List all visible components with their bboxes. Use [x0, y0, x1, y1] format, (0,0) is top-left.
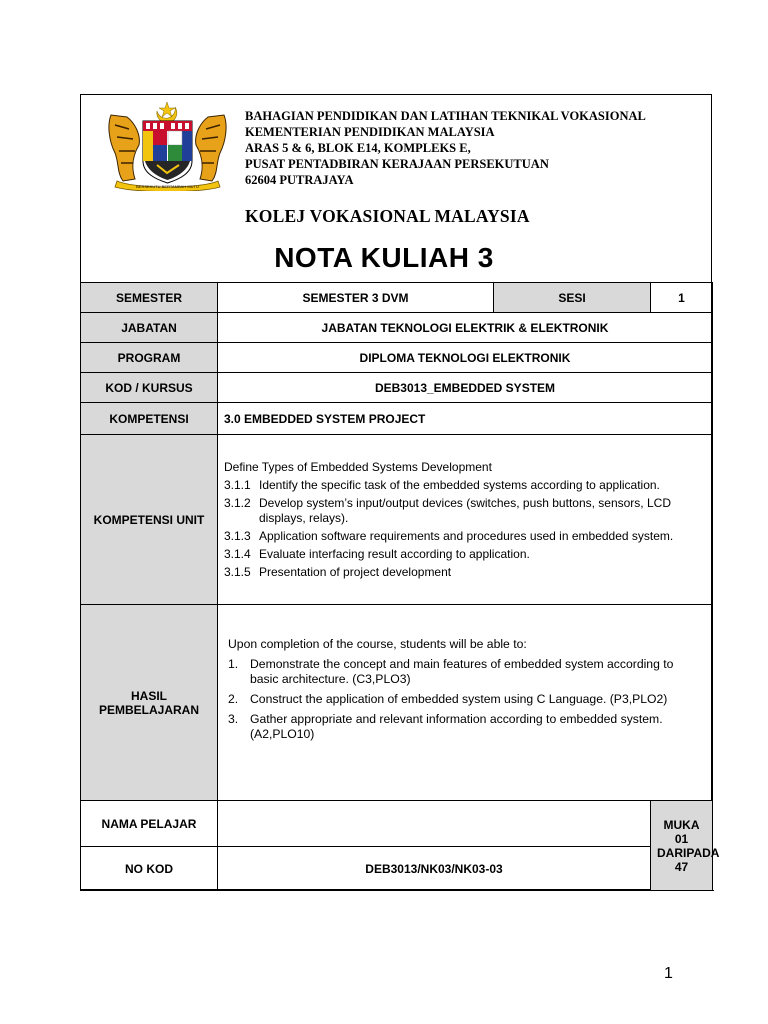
- unit-heading: Define Types of Embedded Systems Development: [224, 459, 492, 474]
- list-item: [228, 712, 704, 742]
- page-number: 1: [664, 965, 673, 982]
- hasil-label-line: HASIL: [131, 688, 167, 703]
- no-kod-label: NO KOD: [81, 847, 218, 891]
- unit-item-number: 3.1.2: [224, 495, 251, 510]
- row-nama-pelajar: [81, 801, 713, 847]
- org-line: ARAS 5 & 6, BLOK E14, KOMPLEKS E,: [245, 141, 471, 155]
- jabatan-value: JABATAN TEKNOLOGI ELEKTRIK & ELEKTRONIK: [218, 313, 713, 343]
- unit-item-number: 3.1.4: [224, 546, 251, 561]
- unit-item-text: Application software requirements and procedures used in embedded system.: [259, 528, 674, 543]
- semester-value: SEMESTER 3 DVM: [218, 283, 494, 313]
- hasil-item-text: Demonstrate the concept and main features of embedded system according to basic architecture. (C3,PLO3): [250, 657, 674, 686]
- sesi-label: SESI: [494, 283, 651, 313]
- nama-pelajar-label: NAMA PELAJAR: [81, 801, 218, 847]
- org-line: PUSAT PENTADBIRAN KERAJAAN PERSEKUTUAN: [245, 157, 549, 171]
- row-kompetensi-unit: [81, 435, 713, 605]
- list-item: [224, 565, 706, 580]
- list-item: [224, 529, 706, 544]
- row-program: [81, 343, 713, 373]
- list-item: [228, 692, 704, 707]
- no-kod-value: DEB3013/NK03/NK03-03: [218, 847, 651, 891]
- kursus-value: DEB3013_EMBEDDED SYSTEM: [218, 373, 713, 403]
- motto-text: BERSEKUTU BERTAMBAH MUTU: [136, 184, 199, 189]
- row-kursus: [81, 373, 713, 403]
- unit-item-number: 3.1.1: [224, 477, 251, 492]
- hasil-item-number: 2.: [228, 692, 239, 706]
- org-line: KEMENTERIAN PENDIDIKAN MALAYSIA: [245, 125, 495, 139]
- hasil-item-number: 3.: [228, 712, 239, 726]
- organization-address: [245, 108, 646, 188]
- program-value: DIPLOMA TEKNOLOGI ELEKTRONIK: [218, 343, 713, 373]
- unit-item-number: 3.1.5: [224, 564, 251, 579]
- nama-pelajar-value: [218, 801, 651, 847]
- kursus-label: KOD / KURSUS: [81, 373, 218, 403]
- hasil-intro: Upon completion of the course, students will be able to:: [228, 637, 527, 651]
- program-label: PROGRAM: [81, 343, 218, 373]
- hasil-item-number: 1.: [228, 657, 239, 671]
- semester-label: SEMESTER: [81, 283, 218, 313]
- kompetensi-label: KOMPETENSI: [81, 403, 218, 435]
- course-info-table: [80, 282, 720, 891]
- unit-item-text: Evaluate interfacing result according to application.: [259, 546, 530, 561]
- unit-item-text: Identify the specific task of the embedded systems according to application.: [259, 477, 660, 492]
- list-item: [228, 657, 704, 687]
- hasil-pembelajaran-content: [218, 605, 713, 801]
- college-name: KOLEJ VOKASIONAL MALAYSIA: [245, 206, 530, 226]
- coat-of-arms-logo: [105, 101, 230, 191]
- hasil-item-text: Construct the application of embedded system using C Language. (P3,PLO2): [250, 692, 668, 706]
- jabatan-label: JABATAN: [81, 313, 218, 343]
- row-jabatan: [81, 313, 713, 343]
- row-hasil-pembelajaran: [81, 605, 713, 801]
- sesi-value: 1: [651, 283, 713, 313]
- unit-item-text: Develop system’s input/output devices (switches, push buttons, sensors, LCD displays, relays).: [259, 495, 671, 525]
- hasil-item-text: Gather appropriate and relevant information according to embedded system. (A2,PLO10): [250, 712, 663, 741]
- row-no-kod: [81, 847, 713, 891]
- unit-item-text: Presentation of project development: [259, 564, 452, 579]
- org-line: BAHAGIAN PENDIDIKAN DAN LATIHAN TEKNIKAL VOKASIONAL: [245, 109, 646, 123]
- row-semester: [81, 283, 713, 313]
- org-line: 62604 PUTRAJAYA: [245, 173, 354, 187]
- list-item: [224, 478, 706, 493]
- document-title: NOTA KULIAH 3: [274, 242, 494, 273]
- kompetensi-value: 3.0 EMBEDDED SYSTEM PROJECT: [218, 403, 713, 435]
- hasil-pembelajaran-label: [81, 605, 218, 801]
- kompetensi-unit-content: [218, 435, 713, 605]
- kompetensi-unit-label: KOMPETENSI UNIT: [81, 435, 218, 605]
- list-item: [224, 496, 706, 526]
- hasil-label-line: PEMBELAJARAN: [98, 702, 199, 717]
- unit-item-number: 3.1.3: [224, 528, 251, 543]
- row-kompetensi: [81, 403, 713, 435]
- page-count: MUKA 01 DARIPADA 47: [651, 801, 713, 891]
- list-item: [224, 547, 706, 562]
